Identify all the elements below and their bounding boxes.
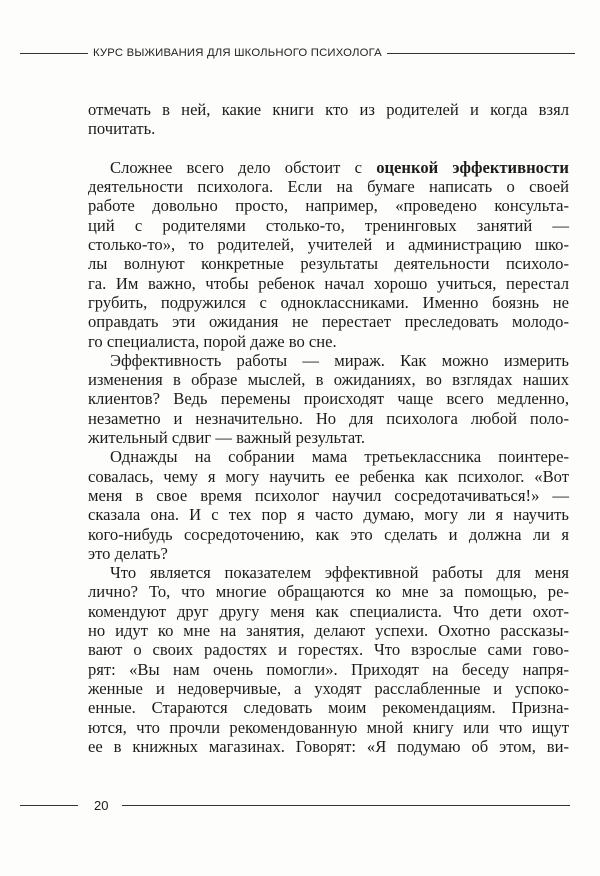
running-header <box>20 45 575 61</box>
text-line: лично? То, что многие обращаются ко мне за помощью, ре- <box>88 582 569 602</box>
text-segment: Сложнее всего дело обстоит с <box>110 157 377 177</box>
text-line: га. Им важно, чтобы ребенок начал хорошо учиться, перестал <box>88 273 569 293</box>
paragraph <box>88 351 569 447</box>
text-line: это делать? <box>88 543 168 563</box>
text-line: Однажды на собрании мама третьеклассника поинтере- <box>110 447 569 467</box>
text-line: работе довольно просто, например, «проведено консульта- <box>88 196 569 216</box>
text-line: жительный сдвиг — важный результат. <box>88 428 365 448</box>
footer-rule-left <box>20 805 78 806</box>
text-line: рят: «Вы нам очень помогли». Приходят на беседу напря- <box>88 659 569 679</box>
text-line: клиентов? Ведь перемены происходят чаще всего медленно, <box>88 389 569 409</box>
paragraph <box>88 563 569 756</box>
text-line: почитать. <box>88 119 156 139</box>
text-line: сказала она. И с тех пор я часто думаю, могу ли я научить <box>88 505 569 525</box>
paragraph <box>88 447 569 563</box>
header-rule-right <box>387 53 575 54</box>
text-line: комендуют друг другу меня как специалиста. Что дети охот- <box>88 601 569 621</box>
text-line: го специалиста, порой даже во сне. <box>88 331 337 351</box>
page-footer <box>20 797 570 813</box>
text-line: незаметно и незначительно. Но для психолога любой поло- <box>88 408 569 428</box>
text-line: ее в книжных магазинах. Говорят: «Я подумаю об этом, ви- <box>88 736 569 756</box>
text-line: отмечать в ней, какие книги кто из родителей и когда взял <box>88 100 569 119</box>
text-line: деятельности психолога. Если на бумаге написать о своей <box>88 177 569 197</box>
text-line: ций с родителями столько-то, тренинговых занятий — <box>88 215 569 235</box>
text-line: меня в свое время психолог научил сосредотачиваться!» — <box>88 485 569 505</box>
text-line: вают о своих радостях и горестях. Что взрослые сами гово- <box>88 640 569 660</box>
bold-term: оценкой эффективности <box>376 157 569 177</box>
text-line: женные и недоверчивые, а уходят расслабленные и успоко- <box>88 678 569 698</box>
text-line: оправдать эти ожидания не перестает преследовать молодо- <box>88 312 569 332</box>
text-line: лы волнуют конкретные результаты деятельности психоло- <box>88 254 569 274</box>
text-line <box>88 158 569 177</box>
text-line: совалась, чему я могу научить ее ребенка как психолог. «Вот <box>88 466 569 486</box>
text-line: ются, что прочли рекомендованную мной книгу или что ищут <box>88 717 569 737</box>
header-rule-left <box>20 53 88 54</box>
page-number: 20 <box>94 797 109 813</box>
text-line: столько-то», то родителей, учителей и администрацию шко- <box>88 235 569 255</box>
text-line: грубить, подружился с одноклассниками. Именно боязнь не <box>88 292 569 312</box>
running-header-title: КУРС ВЫЖИВАНИЯ ДЛЯ ШКОЛЬНОГО ПСИХОЛОГА <box>93 47 382 59</box>
footer-rule-right <box>122 805 570 806</box>
page-body-text <box>88 100 569 756</box>
text-line: Эффективность работы — мираж. Как можно измерить <box>110 350 569 370</box>
text-line: енные. Стараются следовать моим рекомендациям. Призна- <box>88 698 569 718</box>
paragraph <box>88 100 569 139</box>
text-line: Что является показателем эффективной работы для меня <box>110 563 569 583</box>
text-line: изменения в образе мыслей, в ожиданиях, во взглядах наших <box>88 370 569 390</box>
paragraph <box>88 158 569 351</box>
text-line: но идут ко мне на занятия, делают успехи. Охотно рассказы- <box>88 621 569 641</box>
text-line: кого-нибудь сосредоточению, как это сделать и должна ли я <box>88 524 569 544</box>
